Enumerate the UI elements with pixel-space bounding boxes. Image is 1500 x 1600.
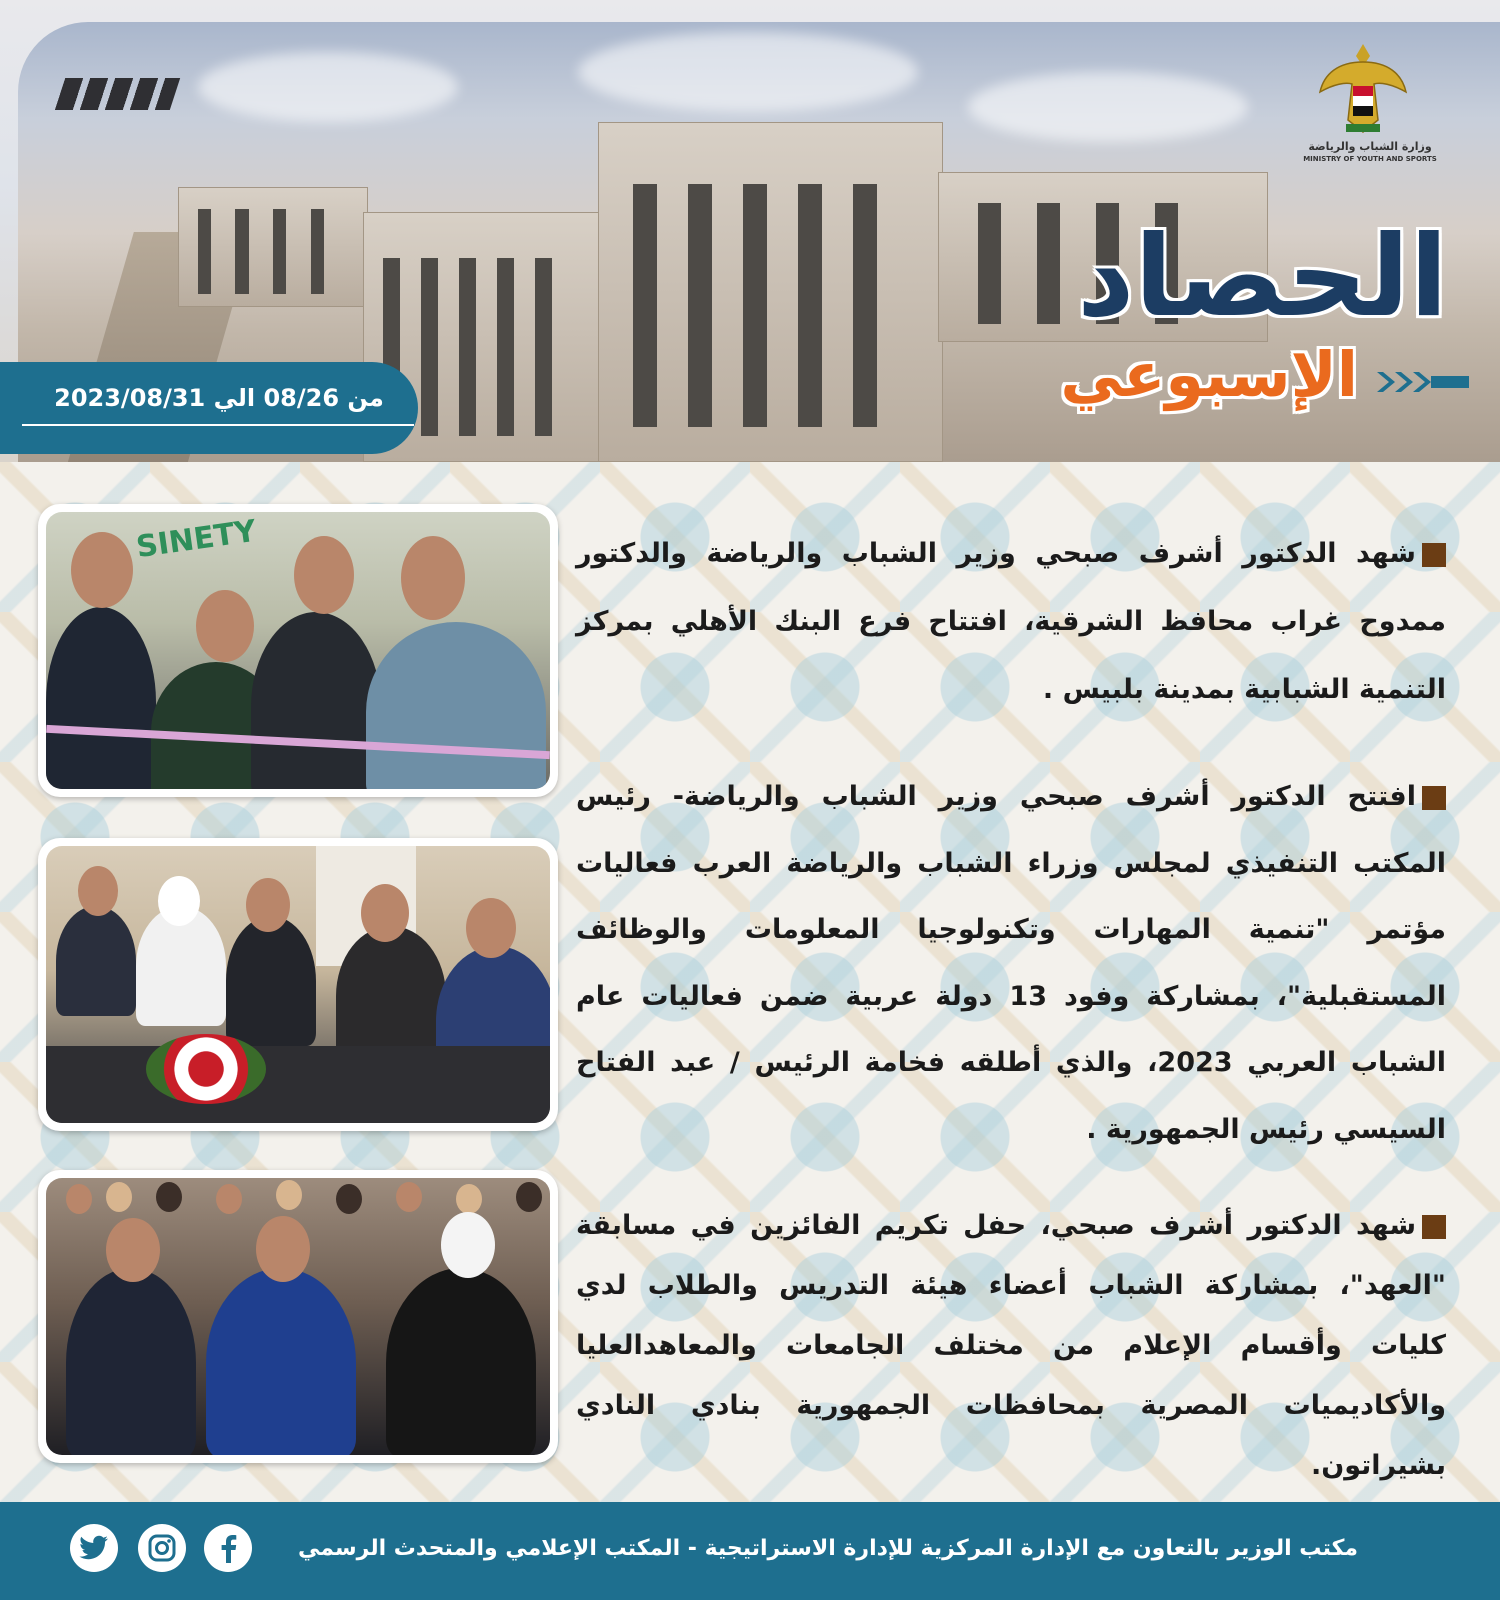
footer-credits: مكتب الوزير بالتعاون مع الإدارة المركزية للإدارة الاستراتيجية - المكتب الإعلامي والمتحدث الرسمي [298,1536,1358,1561]
chevrons-decoration-icon [1373,368,1469,396]
photo-ceremony [38,1170,558,1463]
news-item-1 [576,520,1446,724]
news-item-2 [576,764,1446,1163]
header-banner [0,0,1500,462]
eagle-emblem-icon [1318,40,1408,136]
bullet-square-icon [1422,1215,1446,1239]
date-underline [22,424,414,426]
instagram-icon[interactable] [138,1524,186,1572]
news-item-1-text: شهد الدكتور أشرف صبحي وزير الشباب والرياضة والدكتور ممدوح غراب محافظ الشرقية، افتتاح فرع البنك الأهلي بمركز التنمية الشبابية بمدينة بلبيس . [576,538,1446,705]
bullet-square-icon [1422,543,1446,567]
page-subtitle: الإسبوعي [1060,338,1358,411]
photo-ribbon-cutting [38,504,558,797]
ministry-name-en: MINISTRY OF YOUTH AND SPORTS [1303,155,1437,163]
ministry-name-ar: وزارة الشباب والرياضة [1308,140,1432,153]
ministry-logo-label [1300,140,1440,163]
news-item-2-text: افتتح الدكتور أشرف صبحي وزير الشباب والرياضة- رئيس المكتب التنفيذي لمجلس وزراء الشباب والرياضة العرب فعاليات مؤتمر "تنمية المهارات وتكنولوجيا المعلومات والوظائف المستقبلية"، بمشاركة وفود 13 دولة عربية ضمن فعاليات عام الشباب العربي 2023، والذي أطلقه فخامة الرئيس / عبد الفتاح السيسي رئيس الجمهورية . [576,781,1446,1145]
page-title: الحصاد [1076,212,1448,342]
bullet-square-icon [1422,786,1446,810]
news-item-3 [576,1196,1446,1496]
twitter-icon[interactable] [70,1524,118,1572]
facebook-icon[interactable] [204,1524,252,1572]
stripes-decoration [55,78,180,110]
date-range-text: من 08/26 الي 2023/08/31 [54,384,384,412]
photo-conference [38,838,558,1131]
banner-text: SINETY [134,513,259,566]
news-item-3-text: شهد الدكتور أشرف صبحي، حفل تكريم الفائزين في مسابقة "العهد"، بمشاركة الشباب أعضاء هيئة التدريس والطلاب لدي كليات وأقسام الإعلام من مختلف الجامعات والمعاهدالعليا والأكاديميات المصرية بمحافظات الجمهورية بنادي النادي بشيراتون. [576,1210,1446,1481]
